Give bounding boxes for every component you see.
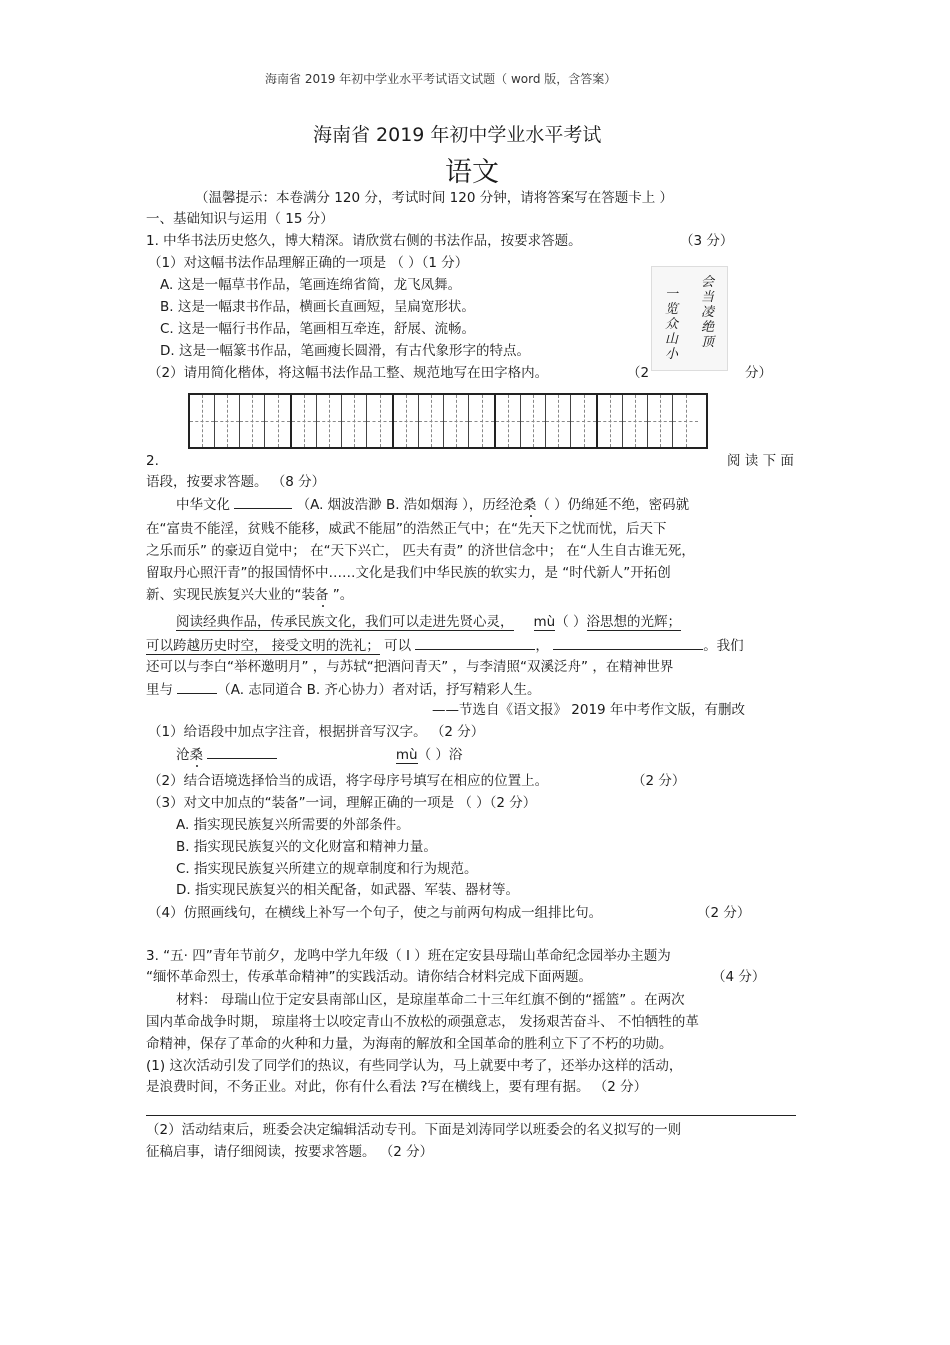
answer-blank[interactable] <box>177 679 217 694</box>
q1-option-b: B. 这是一幅隶书作品，横画长直画短，呈扁宽形状。 <box>160 299 475 315</box>
answer-blank[interactable] <box>234 494 292 509</box>
q2-stem-tail: 阅 读 下 面 <box>727 453 794 469</box>
q1-sub2-score-a: （2 <box>627 365 650 381</box>
q2-sub4-score: （2 分） <box>697 905 751 921</box>
answer-line[interactable] <box>146 1115 796 1116</box>
q1-option-c: C. 这是一幅行书作品，笔画相互牵连，舒展、流畅。 <box>160 321 476 337</box>
q3-sub1-line1: (1) 这次活动引发了同学们的热议，有些同学认为，马上就要中考了，还举办这样的活动， <box>146 1058 683 1074</box>
tian-grid-group[interactable] <box>394 395 496 447</box>
tian-cell[interactable] <box>444 395 469 447</box>
q2-option-c: C. 指实现民族复兴所建立的规章制度和行为规范。 <box>176 861 478 877</box>
q2-option-a: A. 指实现民族复兴所需要的外部条件。 <box>176 817 410 833</box>
q2-p1-line5 <box>146 585 353 605</box>
q2-p2-line3: 还可以与李白“举杯邀明月” ，与苏轼“把酒问青天” ，与李清照“双溪泛舟” ，在精神世界 <box>146 659 674 675</box>
tian-cell[interactable] <box>394 395 419 447</box>
calligraphy-artwork <box>651 266 728 371</box>
q2-p2-line2: 可以跨越历史时空， 接受文明的洗礼； 可以 ， 。我们 <box>146 635 744 656</box>
q2-number: 2. <box>146 453 159 469</box>
q3-line2: “缅怀革命烈士，传承革命精神”的实践活动。请你结合材料完成下面两题。 <box>146 969 592 985</box>
q1-score: （3 分） <box>680 233 734 249</box>
tian-cell[interactable] <box>367 395 392 447</box>
q2-p2-line4 <box>146 679 541 700</box>
dotted-char: 桑 <box>522 497 537 513</box>
running-header: 海南省 2019 年初中学业水平考试语文试题（ word 版，含答案） <box>265 72 617 86</box>
pinyin: mù <box>395 747 418 763</box>
q2-p1-text: ”。 <box>328 587 354 603</box>
dotted-char: 桑 <box>189 747 203 763</box>
exam-title: 海南省 2019 年初中学业水平考试 <box>313 124 602 146</box>
q2-source: ——节选自《语文报》 2019 年中考作文版，有删改 <box>432 702 745 718</box>
tian-cell[interactable] <box>598 395 623 447</box>
q3-sub2-line1: （2）活动结束后，班委会决定编辑活动专刊。下面是刘涛同学以班委会的名义拟写的一则 <box>146 1122 682 1138</box>
tian-cell[interactable] <box>623 395 648 447</box>
dotted-char: 备 <box>315 587 329 603</box>
q3-sub1-line2: 是浪费时间，不务正业。对此，你有什么看法 ?写在横线上，要有理有据。 （2 分） <box>146 1079 648 1095</box>
q2-sub2: （2）结合语境选择恰当的成语，将字母序号填写在相应的位置上。 <box>148 773 549 789</box>
q2-p1-line2: 在“富贵不能淫，贫贱不能移，威武不能屈”的浩然正气中；在“先天下之忧而忧，后天下 <box>146 521 667 537</box>
tian-cell[interactable] <box>648 395 673 447</box>
q2-p2-text: 可以 <box>384 638 412 654</box>
q2-text: 沧 <box>176 747 190 763</box>
q2-sub4: （4）仿照画线句，在横线上补写一个句子，使之与前两句构成一组排比句。 <box>148 905 603 921</box>
q3-material-line2: 国内革命战争时期， 琼崖将士以咬定青山不放松的顽强意志， 发扬艰苦奋斗、 不怕牺牲的革 <box>146 1014 699 1030</box>
q2-p2-text: （A. 志同道合 B. 齐心协力）者对话，抒写精彩人生。 <box>217 682 541 698</box>
q2-sub3: （3）对文中加点的“装备”一词，理解正确的一项是 （ ）（2 分） <box>148 795 537 811</box>
q2-p1-text: （A. 烟波浩渺 B. 浩如烟海 ），历经沧 <box>296 497 523 513</box>
q1-stem: 1. 中华书法历史悠久，博大精深。请欣赏右侧的书法作品，按要求答题。 <box>146 233 582 249</box>
tian-cell[interactable] <box>292 395 317 447</box>
q1-option-a: A. 这是一幅草书作品，笔画连绵省简，龙飞凤舞。 <box>160 277 462 293</box>
tian-cell[interactable] <box>546 395 571 447</box>
q1-sub1: （1）对这幅书法作品理解正确的一项是 （ ）（1 分） <box>148 255 469 271</box>
answer-blank[interactable] <box>553 635 703 650</box>
q2-option-d: D. 指实现民族复兴的相关配备，如武器、军装、器材等。 <box>176 882 519 898</box>
q2-p1-line3: 之乐而乐” 的豪迈自觉中； 在“天下兴亡， 匹夫有责” 的济世信念中； 在“人生自古谁无死， <box>146 543 695 559</box>
tian-cell[interactable] <box>265 395 290 447</box>
q2-p1-text: 新、实现民族复兴大业的“装 <box>146 587 315 603</box>
tian-cell[interactable] <box>419 395 444 447</box>
calligraphy-column-left: 一览众山小 <box>664 287 678 362</box>
tian-cell[interactable] <box>342 395 367 447</box>
answer-paren[interactable]: （ ）浴 <box>417 747 463 763</box>
underlined-sentence: 可以跨越历史时空， 接受文明的洗礼； <box>146 638 380 654</box>
pinyin: mù <box>533 614 556 630</box>
q2-sub1-items <box>176 744 462 765</box>
q1-option-d: D. 这是一幅篆书作品，笔画瘦长圆滑，有古代象形字的特点。 <box>160 343 530 359</box>
q3-line1: 3. “五· 四”青年节前夕，龙鸣中学九年级（ I ）班在定安县母瑞山革命纪念园举办主题为 <box>146 948 671 964</box>
tian-grid[interactable] <box>188 393 708 449</box>
q3-material-line3: 命精神，保存了革命的火种和力量，为海南的解放和全国革命的胜利立下了不朽的功勋。 <box>146 1036 673 1052</box>
q2-p2-line1 <box>176 612 681 632</box>
tian-grid-group[interactable] <box>496 395 598 447</box>
tian-cell[interactable] <box>215 395 240 447</box>
q2-p1-line1 <box>176 494 689 515</box>
underlined-sentence: 浴思想的光辉； <box>586 614 682 630</box>
tian-grid-group[interactable] <box>598 395 698 447</box>
section-heading: 一、基础知识与运用（ 15 分） <box>146 211 334 227</box>
tian-cell[interactable] <box>521 395 546 447</box>
q2-sub1: （1）给语段中加点字注音，根据拼音写汉字。 （2 分） <box>148 724 485 740</box>
tian-cell[interactable] <box>190 395 215 447</box>
q2-p2-text: 里与 <box>146 682 173 698</box>
q2-p1-line4: 留取丹心照汗青”的报国情怀中……文化是我们中华民族的软实力，是 “时代新人”开拓创 <box>146 565 671 581</box>
answer-blank[interactable] <box>415 635 535 650</box>
q2-option-b: B. 指实现民族复兴的文化财富和精神力量。 <box>176 839 437 855</box>
tian-grid-group[interactable] <box>292 395 394 447</box>
answer-paren[interactable]: （ ） <box>555 614 587 630</box>
tian-grid-group[interactable] <box>190 395 292 447</box>
q2-p1-text: 中华文化 <box>176 497 230 513</box>
calligraphy-column-right: 会当凌绝顶 <box>700 275 714 350</box>
tian-cell[interactable] <box>469 395 494 447</box>
tian-cell[interactable] <box>240 395 265 447</box>
q2-sub2-score: （2 分） <box>632 773 686 789</box>
tian-cell[interactable] <box>673 395 698 447</box>
tian-cell[interactable] <box>317 395 342 447</box>
q2-p1-text: （ ）仍绵延不绝，密码就 <box>536 497 690 513</box>
q3-score: （4 分） <box>712 969 766 985</box>
q3-material-line1: 材料： 母瑞山位于定安县南部山区，是琼崖革命二十三年红旗不倒的“摇篮” 。在两次 <box>176 992 685 1008</box>
exam-subject: 语文 <box>445 157 499 188</box>
underlined-sentence: 阅读经典作品，传承民族文化，我们可以走进先贤心灵， <box>176 614 514 630</box>
q2-p2-text: 。我们 <box>703 638 744 654</box>
tian-cell[interactable] <box>496 395 521 447</box>
exam-tip: （温馨提示：本卷满分 120 分，考试时间 120 分钟，请将答案写在答题卡上 ） <box>195 190 673 206</box>
q1-sub2-score-b: 分） <box>745 365 772 381</box>
tian-cell[interactable] <box>571 395 596 447</box>
answer-blank[interactable] <box>207 744 277 759</box>
q3-sub2-line2: 征稿启事，请仔细阅读，按要求答题。 （2 分） <box>146 1144 434 1160</box>
q2-stem: 语段，按要求答题。 （8 分） <box>146 474 326 490</box>
q1-sub2: （2）请用简化楷体，将这幅书法作品工整、规范地写在田字格内。 <box>148 365 549 381</box>
